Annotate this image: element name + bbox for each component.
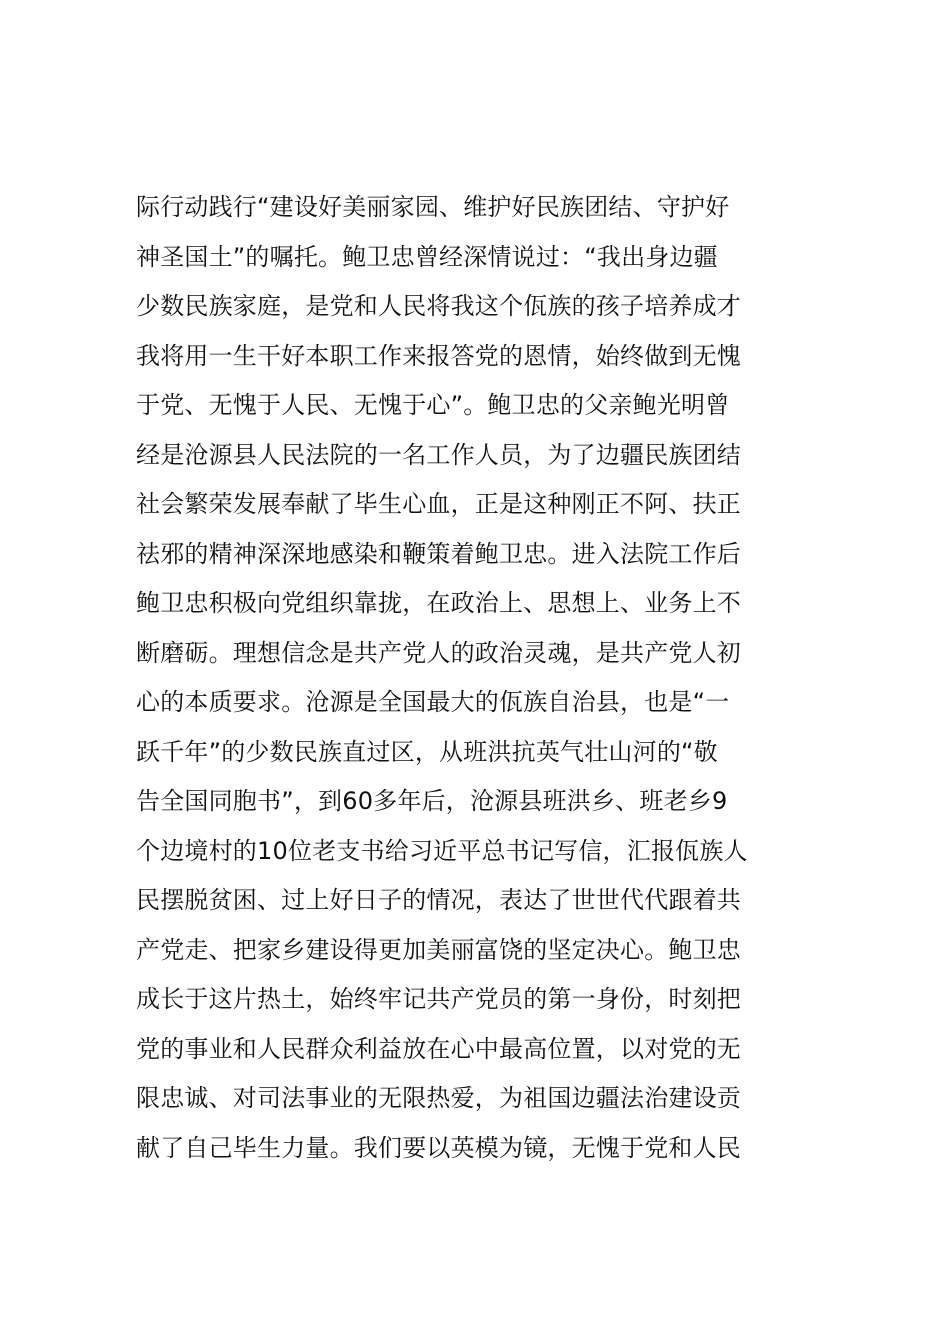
text-line: 鲍卫忠积极向党组织靠拢，在政治上、思想上、业务上不 (136, 589, 741, 617)
text-line: 党的事业和人民群众利益放在心中最高位置，以对党的无 (136, 1034, 741, 1063)
text-line: 民摆脱贫困、过上好日子的情况，表达了世世代代跟着共 (136, 886, 741, 914)
text-line: 成长于这片热土，始终牢记共产党员的第一身份，时刻把 (136, 985, 741, 1013)
text-line: 神圣国土”的嘱托。鲍卫忠曾经深情说过：“我出身边疆 (136, 242, 718, 271)
text-line: 个边境村的10位老支书给习近平总书记写信，汇报佤族人 (136, 836, 748, 865)
text-line: 于党、无愧于人民、无愧于心”。鲍卫忠的父亲鲍光明曾 (136, 391, 730, 419)
text-line: 祛邪的精神深深地感染和鞭策着鲍卫忠。进入法院工作后 (136, 539, 741, 568)
text-line: 献了自己毕生力量。我们要以英模为镜，无愧于党和人民 (136, 1133, 741, 1162)
text-line: 少数民族家庭，是党和人民将我这个佤族的孩子培养成才 (136, 292, 741, 320)
text-line: 心的本质要求。沧源是全国最大的佤族自治县，也是“一 (136, 688, 730, 716)
text-line: 产党走、把家乡建设得更加美丽富饶的坚定决心。鲍卫忠 (136, 935, 741, 964)
text-line: 社会繁荣发展奉献了毕生心血，正是这种刚正不阿、扶正 (136, 490, 741, 518)
body-text (136, 183, 856, 1173)
text-line: 我将用一生干好本职工作来报答党的恩情，始终做到无愧 (136, 341, 741, 370)
text-line: 告全国同胞书”，到60多年后，沧源县班洪乡、班老乡9 (136, 787, 728, 815)
text-line: 际行动践行“建设好美丽家园、维护好民族团结、守护好 (136, 193, 730, 221)
text-line: 限忠诚、对司法事业的无限热爱，为祖国边疆法治建设贡 (136, 1084, 741, 1112)
text-line: 断磨砺。理想信念是共产党人的政治灵魂，是共产党人初 (136, 638, 741, 667)
text-line: 经是沧源县人民法院的一名工作人员，为了边疆民族团结 (136, 440, 741, 469)
text-line: 跃千年”的少数民族直过区，从班洪抗英气壮山河的“敬 (136, 737, 718, 766)
